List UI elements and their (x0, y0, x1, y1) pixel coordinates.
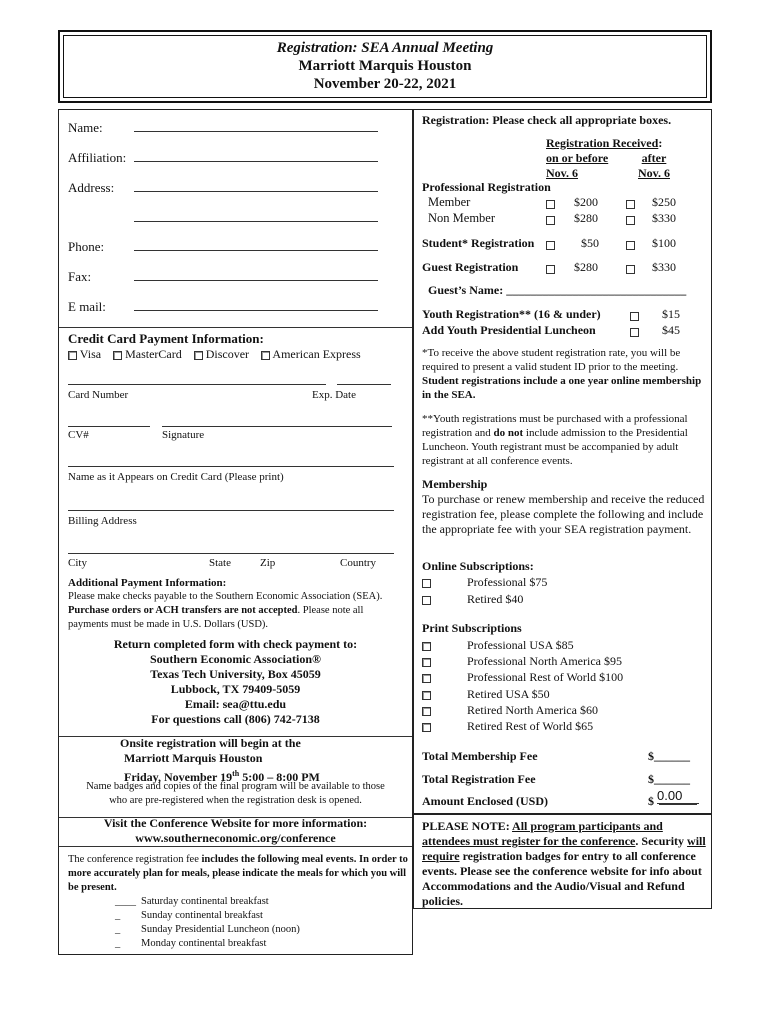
return-org: Southern Economic Association® (150, 652, 321, 666)
student-after-checkbox[interactable] (626, 241, 635, 250)
cvv-label: CV# (68, 429, 89, 441)
fax-label: Fax: (68, 269, 92, 284)
student-after-fee: $100 (652, 236, 676, 250)
discover-checkbox[interactable] (194, 351, 203, 360)
exp-date-label: Exp. Date (312, 389, 356, 401)
youth-lunch-fee: $45 (662, 323, 680, 337)
name-label: Name: (68, 120, 103, 135)
email-label: E mail: (68, 299, 106, 314)
cvv-field[interactable] (68, 426, 150, 427)
student-before-checkbox[interactable] (546, 241, 555, 250)
member-after-fee: $250 (652, 195, 676, 209)
online-sub-item[interactable]: Professional $75 (422, 575, 431, 590)
total-membership-label: Total Membership Fee (422, 749, 538, 763)
youth-label: Youth Registration** (16 & under) (422, 307, 601, 321)
membership-heading: Membership (422, 477, 488, 491)
name-on-card-field[interactable] (68, 466, 394, 467)
billing-address-field[interactable] (68, 510, 394, 511)
additional-text: Please make checks payable to the Southern Economic Association (SEA). Purchase orders or ACH transfers are not accepted. Please note all payments must be made in U.S. Dollars (USD). (68, 591, 383, 630)
guest-before-fee: $280 (574, 260, 598, 274)
student-note: *To receive the above student registration rate, you will be required to present a valid student ID prior to the meeting. Student registrations include a one year online membership in the SEA. (422, 347, 702, 401)
youth-note: **Youth registrations must be purchased with a professional registration and do not include admission to the Presidential Luncheon. Youth registrant must be accompanied by adult registrant at all conference events. (422, 413, 688, 467)
meal-item[interactable]: _ Monday continental breakfast (115, 938, 267, 949)
venue: Marriott Marquis Houston (298, 58, 472, 74)
nonmember-row: Non Member (428, 211, 495, 225)
student-label: Student* Registration (422, 236, 535, 250)
card-number-label: Card Number (68, 389, 129, 401)
onsite-line2: Marriott Marquis Houston (124, 751, 263, 765)
nonmember-after-fee: $330 (652, 211, 676, 225)
guest-after-fee: $330 (652, 260, 676, 274)
before-header: on or before Nov. 6 (546, 151, 609, 180)
nonmember-after-checkbox[interactable] (626, 216, 635, 225)
affiliation-label: Affiliation: (68, 150, 127, 165)
print-subs-heading: Print Subscriptions (422, 621, 522, 635)
city-label: City (68, 557, 87, 569)
meal-item[interactable]: _ Sunday continental breakfast (115, 910, 263, 921)
print-sub-item[interactable]: Professional Rest of World $100 (422, 670, 431, 685)
country-label: Country (340, 557, 377, 569)
print-sub-item[interactable]: Professional USA $85 (422, 638, 431, 653)
total-registration-field[interactable]: $______ (648, 772, 690, 786)
dates: November 20-22, 2021 (313, 76, 457, 92)
youth-fee: $15 (662, 307, 680, 321)
return-address (58, 637, 413, 727)
address-label: Address: (68, 180, 115, 195)
guest-label: Guest Registration (422, 260, 519, 274)
return-addr2: Lubbock, TX 79409-5059 (170, 682, 301, 696)
credit-heading: Credit Card Payment Information: (68, 331, 264, 346)
return-heading: Return completed form with check payment to: (113, 637, 358, 651)
form-title: Registration: SEA Annual Meeting (276, 40, 494, 56)
total-registration-label: Total Registration Fee (422, 772, 536, 786)
amex-label: American Express (272, 347, 361, 361)
address-field-2[interactable] (134, 221, 378, 222)
city-state-zip-field[interactable] (68, 553, 394, 554)
affiliation-field[interactable] (134, 161, 378, 162)
guest-after-checkbox[interactable] (626, 265, 635, 274)
signature-field[interactable] (162, 426, 392, 427)
state-label: State (209, 557, 231, 569)
total-membership-field[interactable]: $______ (648, 749, 690, 763)
mastercard-checkbox[interactable] (113, 351, 122, 360)
youth-checkbox[interactable] (630, 312, 639, 321)
membership-text: To purchase or renew membership and receive the reduced registration fee, please complete the following and include the appropriate fee with your SEA registration payment. (422, 492, 705, 536)
card-number-field[interactable] (68, 384, 326, 385)
additional-heading: Additional Payment Information: (68, 577, 227, 589)
mastercard-label: MasterCard (125, 347, 182, 361)
return-phone: For questions call (806) 742-7138 (151, 712, 320, 726)
registration-heading: Registration: Please check all appropriate boxes. (422, 113, 672, 127)
print-sub-item[interactable]: Professional North America $95 (422, 654, 431, 669)
meal-item[interactable]: _ Sunday Presidential Luncheon (noon) (115, 924, 300, 935)
guest-before-checkbox[interactable] (546, 265, 555, 274)
meals-intro: The conference registration fee includes the following meal events. In order to more accurately plan for meals, please indicate the meals for which you will be present. (68, 854, 408, 893)
print-sub-item[interactable]: Retired Rest of World $65 (422, 719, 431, 734)
phone-label: Phone: (68, 239, 105, 254)
student-before-fee: $50 (581, 236, 599, 250)
discover-label: Discover (205, 347, 250, 361)
amex-checkbox[interactable] (261, 351, 270, 360)
please-note-text: PLEASE NOTE: All program participants and attendees must register for the conference. Security will require registration badges for entry to all conference events. Please see the conference website for info about Accommodations and the Audio/Visual and Refund policies. (422, 819, 706, 908)
youth-lunch-label: Add Youth Presidential Luncheon (422, 323, 596, 337)
onsite-info (120, 736, 320, 785)
header-box (58, 30, 712, 103)
onsite-line1: Onsite registration will begin at the (120, 736, 301, 750)
website-line1: Visit the Conference Website for more information: (103, 816, 368, 830)
nonmember-before-fee: $280 (574, 211, 598, 225)
nonmember-before-checkbox[interactable] (546, 216, 555, 225)
zip-label: Zip (260, 557, 276, 569)
phone-field[interactable] (134, 250, 378, 251)
card-type-options (68, 347, 361, 362)
onsite-line3: Friday, November 19th 5:00 – 8:00 PM (124, 769, 320, 784)
print-sub-item[interactable]: Retired North America $60 (422, 703, 431, 718)
member-after-checkbox[interactable] (626, 200, 635, 209)
return-addr1: Texas Tech University, Box 45059 (150, 667, 321, 681)
name-field[interactable] (134, 131, 378, 132)
youth-lunch-checkbox[interactable] (630, 328, 639, 337)
member-before-fee: $200 (574, 195, 598, 209)
meal-item[interactable]: ____ Saturday continental breakfast (115, 896, 269, 907)
email-field[interactable] (134, 310, 378, 311)
amount-enclosed-label: Amount Enclosed (USD) (422, 794, 549, 808)
signature-label: Signature (162, 429, 205, 441)
meals-list (115, 895, 300, 951)
visa-checkbox[interactable] (68, 351, 77, 360)
online-sub-item[interactable]: Retired $40 (422, 592, 431, 607)
print-sub-item[interactable]: Retired USA $50 (422, 687, 431, 702)
visa-label: Visa (79, 347, 102, 361)
billing-address-label: Billing Address (68, 515, 137, 527)
member-row: Member (428, 195, 471, 209)
address-field-1[interactable] (134, 191, 378, 192)
professional-heading: Professional Registration (422, 180, 551, 194)
guest-name-field[interactable]: Guest’s Name: ______________________________ (428, 283, 687, 297)
member-before-checkbox[interactable] (546, 200, 555, 209)
amount-enclosed-dollar: $ (648, 794, 654, 808)
after-header: after Nov. 6 (637, 151, 670, 180)
website-url[interactable]: www.southerneconomic.org/conference (135, 831, 336, 845)
amount-enclosed-field[interactable]: 0.00 (657, 788, 699, 804)
name-on-card-label: Name as it Appears on Credit Card (Please print) (68, 471, 284, 483)
online-subs-heading: Online Subscriptions: (422, 559, 534, 573)
return-email: Email: sea@ttu.edu (184, 697, 287, 711)
fax-field[interactable] (134, 280, 378, 281)
onsite-note: Name badges and copies of the final program will be available to those who are pre-registered when the registration desk is opened. (86, 781, 385, 806)
website-info (58, 816, 413, 846)
exp-date-field[interactable] (337, 384, 391, 385)
received-header: Registration Received: (546, 136, 663, 150)
